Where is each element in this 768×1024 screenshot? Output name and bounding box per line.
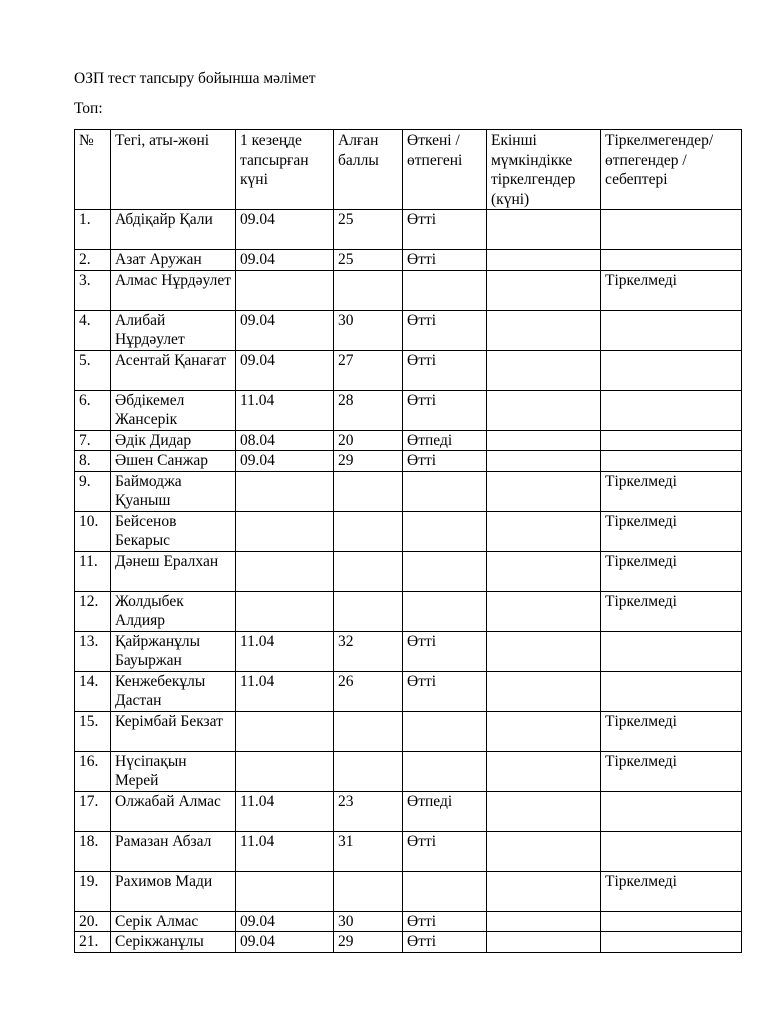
- results-table: [74, 129, 742, 953]
- cell-second-chance: [487, 310, 601, 350]
- table-row: [75, 932, 742, 953]
- cell-result: Өтті: [403, 671, 487, 711]
- cell-second-chance: [487, 871, 601, 911]
- cell-score: [334, 711, 403, 751]
- document-title: ОЗП тест тапсыру бойынша мәлімет: [74, 70, 316, 87]
- cell-result: Өтті: [403, 831, 487, 871]
- cell-date: 09.04: [236, 310, 334, 350]
- header-full-name: Тегі, аты-жөні: [111, 130, 236, 210]
- cell-full-name: Серік Алмас: [111, 911, 236, 932]
- cell-second-chance: [487, 390, 601, 430]
- cell-date: 11.04: [236, 671, 334, 711]
- cell-score: 29: [334, 932, 403, 953]
- cell-full-name: Алибай Нұрдәулет: [111, 310, 236, 350]
- cell-reason: [601, 932, 742, 953]
- cell-result: Өтті: [403, 932, 487, 953]
- cell-result: [403, 511, 487, 551]
- cell-date: [236, 270, 334, 310]
- cell-date: 11.04: [236, 831, 334, 871]
- cell-number: 14.: [75, 671, 111, 711]
- cell-number: 10.: [75, 511, 111, 551]
- cell-score: 29: [334, 451, 403, 472]
- group-label: Топ:: [74, 100, 103, 117]
- cell-reason: Тіркелмеді: [601, 511, 742, 551]
- cell-reason: Тіркелмеді: [601, 591, 742, 631]
- cell-second-chance: [487, 350, 601, 390]
- header-number: №: [75, 130, 111, 210]
- table-row: [75, 751, 742, 791]
- cell-full-name: Асентай Қанағат: [111, 350, 236, 390]
- cell-date: 09.04: [236, 911, 334, 932]
- cell-second-chance: [487, 250, 601, 271]
- cell-result: Өтті: [403, 911, 487, 932]
- table-row: [75, 451, 742, 472]
- cell-reason: Тіркелмеді: [601, 871, 742, 911]
- cell-score: 32: [334, 631, 403, 671]
- cell-number: 9.: [75, 471, 111, 511]
- cell-second-chance: [487, 911, 601, 932]
- table-row: [75, 270, 742, 310]
- cell-score: [334, 511, 403, 551]
- cell-second-chance: [487, 471, 601, 511]
- cell-result: Өтпеді: [403, 430, 487, 451]
- cell-date: 09.04: [236, 250, 334, 271]
- table-row: [75, 591, 742, 631]
- cell-second-chance: [487, 831, 601, 871]
- cell-second-chance: [487, 631, 601, 671]
- cell-result: [403, 471, 487, 511]
- table-body: [75, 210, 742, 953]
- cell-result: Өтті: [403, 250, 487, 271]
- cell-full-name: Әбдікемел Жансерік: [111, 390, 236, 430]
- cell-result: [403, 551, 487, 591]
- cell-date: [236, 511, 334, 551]
- cell-second-chance: [487, 511, 601, 551]
- cell-score: [334, 751, 403, 791]
- table-row: [75, 831, 742, 871]
- cell-score: 28: [334, 390, 403, 430]
- table-row: [75, 871, 742, 911]
- cell-score: [334, 551, 403, 591]
- table-row: [75, 210, 742, 250]
- header-second-chance: Екінші мүмкіндікке тіркелгендер (күні): [487, 130, 601, 210]
- table-row: [75, 471, 742, 511]
- cell-number: 13.: [75, 631, 111, 671]
- cell-number: 16.: [75, 751, 111, 791]
- cell-score: 25: [334, 210, 403, 250]
- cell-second-chance: [487, 210, 601, 250]
- cell-result: Өтті: [403, 631, 487, 671]
- table-row: [75, 911, 742, 932]
- cell-full-name: Олжабай Алмас: [111, 791, 236, 831]
- cell-result: Өтті: [403, 390, 487, 430]
- table-row: [75, 511, 742, 551]
- cell-number: 15.: [75, 711, 111, 751]
- header-pass-fail: Өткені / өтпегені: [403, 130, 487, 210]
- cell-full-name: Нүсіпақын Мерей: [111, 751, 236, 791]
- cell-full-name: Жолдыбек Алдияр: [111, 591, 236, 631]
- table-row: [75, 250, 742, 271]
- cell-second-chance: [487, 791, 601, 831]
- cell-number: 4.: [75, 310, 111, 350]
- cell-reason: Тіркелмеді: [601, 270, 742, 310]
- cell-reason: Тіркелмеді: [601, 551, 742, 591]
- cell-number: 6.: [75, 390, 111, 430]
- cell-result: Өтпеді: [403, 791, 487, 831]
- cell-number: 11.: [75, 551, 111, 591]
- cell-full-name: Рамазан Абзал: [111, 831, 236, 871]
- cell-full-name: Бейсенов Бекарыс: [111, 511, 236, 551]
- cell-score: [334, 871, 403, 911]
- cell-number: 19.: [75, 871, 111, 911]
- cell-score: 30: [334, 310, 403, 350]
- cell-reason: [601, 310, 742, 350]
- cell-result: [403, 711, 487, 751]
- cell-score: 27: [334, 350, 403, 390]
- cell-full-name: Рахимов Мади: [111, 871, 236, 911]
- cell-date: [236, 751, 334, 791]
- table-row: [75, 671, 742, 711]
- cell-date: [236, 591, 334, 631]
- cell-second-chance: [487, 932, 601, 953]
- cell-reason: [601, 911, 742, 932]
- cell-result: [403, 270, 487, 310]
- cell-result: Өтті: [403, 310, 487, 350]
- cell-number: 3.: [75, 270, 111, 310]
- cell-score: 26: [334, 671, 403, 711]
- cell-reason: [601, 250, 742, 271]
- cell-date: 09.04: [236, 932, 334, 953]
- header-reasons: Тіркелмегендер/ өтпегендер / себептері: [601, 130, 742, 210]
- cell-number: 7.: [75, 430, 111, 451]
- cell-result: Өтті: [403, 210, 487, 250]
- cell-reason: [601, 350, 742, 390]
- cell-full-name: Дәнеш Ералхан: [111, 551, 236, 591]
- cell-number: 5.: [75, 350, 111, 390]
- cell-number: 12.: [75, 591, 111, 631]
- header-score: Алған баллы: [334, 130, 403, 210]
- cell-second-chance: [487, 591, 601, 631]
- cell-reason: [601, 390, 742, 430]
- cell-reason: Тіркелмеді: [601, 751, 742, 791]
- cell-full-name: Керімбай Бекзат: [111, 711, 236, 751]
- cell-reason: Тіркелмеді: [601, 471, 742, 511]
- cell-date: 11.04: [236, 791, 334, 831]
- cell-full-name: Әшен Санжар: [111, 451, 236, 472]
- cell-reason: Тіркелмеді: [601, 711, 742, 751]
- cell-reason: [601, 631, 742, 671]
- cell-full-name: Кенжебекұлы Дастан: [111, 671, 236, 711]
- cell-score: 23: [334, 791, 403, 831]
- cell-score: [334, 270, 403, 310]
- cell-second-chance: [487, 551, 601, 591]
- cell-score: 25: [334, 250, 403, 271]
- table-row: [75, 711, 742, 751]
- cell-date: [236, 711, 334, 751]
- cell-date: 11.04: [236, 631, 334, 671]
- cell-reason: [601, 671, 742, 711]
- cell-date: [236, 471, 334, 511]
- cell-score: [334, 471, 403, 511]
- cell-number: 8.: [75, 451, 111, 472]
- table-row: [75, 791, 742, 831]
- table-row: [75, 551, 742, 591]
- cell-result: [403, 871, 487, 911]
- cell-score: [334, 591, 403, 631]
- cell-second-chance: [487, 430, 601, 451]
- header-first-stage-date: 1 кезеңде тапсырған күні: [236, 130, 334, 210]
- cell-score: 30: [334, 911, 403, 932]
- cell-date: [236, 871, 334, 911]
- table-row: [75, 390, 742, 430]
- cell-full-name: Серікжанұлы: [111, 932, 236, 953]
- cell-full-name: Әдік Дидар: [111, 430, 236, 451]
- cell-score: 20: [334, 430, 403, 451]
- cell-second-chance: [487, 671, 601, 711]
- cell-number: 2.: [75, 250, 111, 271]
- table-row: [75, 631, 742, 671]
- cell-full-name: Азат Аружан: [111, 250, 236, 271]
- cell-reason: [601, 451, 742, 472]
- cell-reason: [601, 210, 742, 250]
- cell-second-chance: [487, 451, 601, 472]
- cell-date: 09.04: [236, 210, 334, 250]
- table-row: [75, 430, 742, 451]
- table-row: [75, 310, 742, 350]
- cell-date: [236, 551, 334, 591]
- cell-second-chance: [487, 711, 601, 751]
- cell-date: 09.04: [236, 451, 334, 472]
- cell-number: 17.: [75, 791, 111, 831]
- cell-number: 20.: [75, 911, 111, 932]
- cell-result: Өтті: [403, 350, 487, 390]
- cell-full-name: Алмас Нұрдәулет: [111, 270, 236, 310]
- cell-number: 21.: [75, 932, 111, 953]
- cell-result: [403, 751, 487, 791]
- cell-reason: [601, 831, 742, 871]
- cell-reason: [601, 430, 742, 451]
- cell-result: Өтті: [403, 451, 487, 472]
- cell-date: 08.04: [236, 430, 334, 451]
- cell-reason: [601, 791, 742, 831]
- cell-number: 1.: [75, 210, 111, 250]
- cell-second-chance: [487, 751, 601, 791]
- cell-score: 31: [334, 831, 403, 871]
- cell-full-name: Баймоджа Қуаныш: [111, 471, 236, 511]
- cell-date: 09.04: [236, 350, 334, 390]
- cell-full-name: Қайржанұлы Бауыржан: [111, 631, 236, 671]
- cell-number: 18.: [75, 831, 111, 871]
- cell-second-chance: [487, 270, 601, 310]
- cell-result: [403, 591, 487, 631]
- table-row: [75, 350, 742, 390]
- cell-full-name: Абдіқайр Қали: [111, 210, 236, 250]
- header-row: [75, 130, 742, 210]
- cell-date: 11.04: [236, 390, 334, 430]
